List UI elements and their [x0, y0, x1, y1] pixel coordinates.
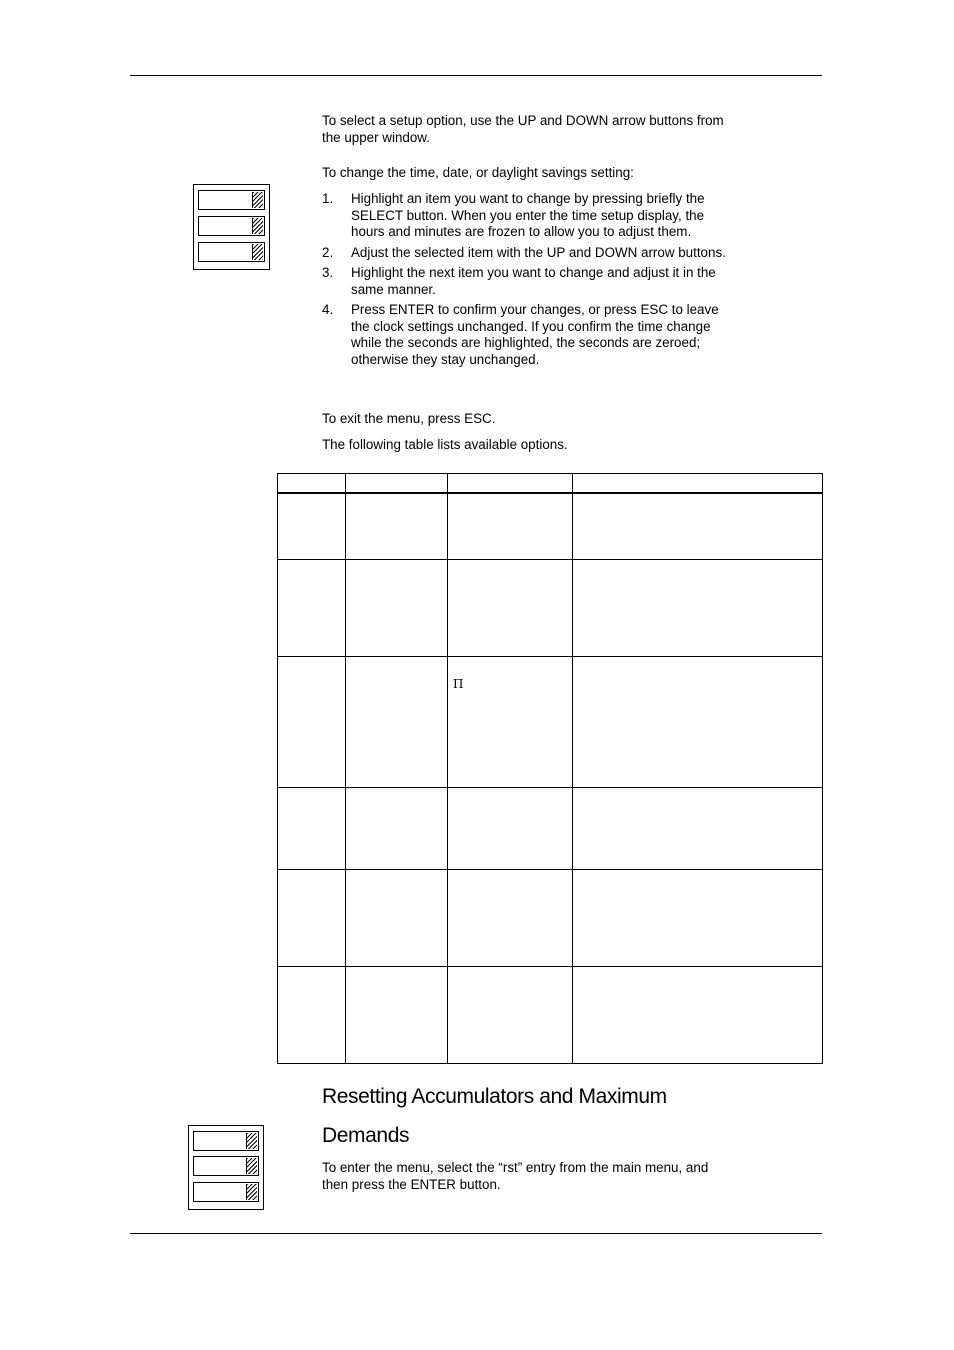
enter-menu-paragraph: To enter the menu, select the “rst” entry from the main menu, and then press the ENTER button.: [322, 1160, 709, 1192]
list-item: 2. Adjust the selected item with the UP and DOWN arrow buttons.: [322, 244, 726, 260]
table-row-divider: [278, 869, 822, 870]
header-rule: [130, 75, 822, 76]
select-option-paragraph: To select a setup option, use the UP and DOWN arrow buttons from the upper window.: [322, 113, 724, 145]
footer-rule: [130, 1233, 822, 1234]
device-display-icon: [193, 184, 270, 270]
steps-list: [322, 191, 732, 372]
table-column-divider: [447, 474, 448, 1063]
table-intro-paragraph: The following table lists available options.: [322, 437, 568, 452]
change-setting-paragraph: To change the time, date, or daylight savings setting:: [322, 165, 634, 180]
table-header-divider: [278, 492, 822, 494]
table-column-divider: [345, 474, 346, 1063]
table-cell-glyph: Π: [453, 677, 464, 691]
list-item: 4. Press ENTER to confirm your changes, or press ESC to leave the clock settings unchanged. If you confirm the time change while the seconds are highlighted, the seconds are zeroed; otherwise they stay unchanged.: [322, 302, 719, 367]
table-row-divider: [278, 559, 822, 560]
table-row-divider: [278, 787, 822, 788]
exit-menu-paragraph: To exit the menu, press ESC.: [322, 411, 496, 426]
table-column-divider: [572, 474, 573, 1063]
section-title: Resetting Accumulators and Maximum Demands: [322, 1085, 667, 1147]
device-display-icon: [188, 1125, 264, 1210]
list-item: 3. Highlight the next item you want to change and adjust it in the same manner.: [322, 265, 716, 297]
table-row-divider: [278, 656, 822, 657]
table-row-divider: [278, 966, 822, 967]
options-table: [277, 473, 823, 1064]
list-item: 1. Highlight an item you want to change by pressing briefly the SELECT button. When you enter the time setup display, the hours and minutes are frozen to allow you to adjust them.: [322, 191, 705, 239]
